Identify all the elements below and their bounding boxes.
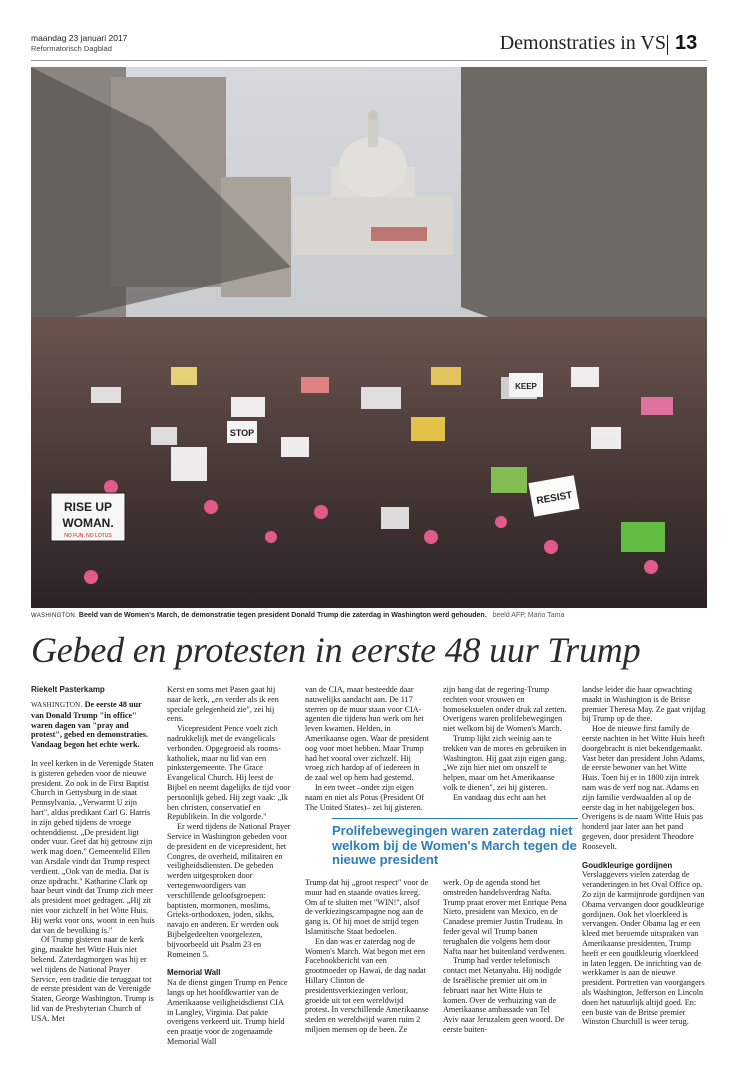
paragraph: van de CIA, maar besteedde daar nauwelijks aandacht aan. De 117 sterren op de muur staan voor CIA-agenten die tijdens hun werk om het leven kwamen. Helden, in Amerikaanse ogen. Waar de president oog voor moet hebben. Maar Trump had het vooral over zichzelf. Hij vroeg zich hardop af of iedereen in de zaal wel op hem had gestemd. bbox=[305, 685, 429, 783]
paragraph: En vandaag dus echt aan het bbox=[453, 792, 546, 802]
masthead-divider bbox=[667, 35, 668, 55]
caption-location: WASHINGTON. bbox=[31, 613, 77, 619]
article-column-4-continued bbox=[443, 878, 567, 1035]
paragraph: Vicepresident Pence voelt zich nadrukkelijk met de evangelicals verbonden. Opgegroeid als rooms-katholiek, maar nu lid van een pinkstergemeente. The Grace Evangelical Church. Hij leest de Bijbel en neemt dagelijks de tijd voor persoonlijk gebed. Hij zegt vaak: „Ik ben christen, conservatief en Republikein. In die volgorde." bbox=[167, 724, 291, 822]
caption-text: Beeld van de Women's March, de demonstratie tegen president Donald Trump die zaterdag in Washington werd gehouden. bbox=[78, 612, 487, 619]
pullquote-rule bbox=[332, 818, 578, 819]
paragraph: Kerst en soms met Pasen gaat hij naar de kerk, „en verder als ik een speciale gelegenheid zie", zei hij eens. bbox=[167, 685, 279, 724]
main-photo bbox=[31, 67, 707, 608]
paragraph: Trump lijkt zich weinig aan te trekken van de mores en gebruiken in Washington. Hij gaat zijn eigen gang. „We zijn hier niet om onszelf te helpen, maar om het Amerikaanse volk te dienen", zei hij gisteren. bbox=[443, 733, 567, 792]
masthead-rule bbox=[31, 60, 707, 61]
article-column-5 bbox=[582, 685, 706, 1027]
subheading: Memorial Wall bbox=[167, 968, 221, 978]
paragraph: In veel kerken in de Verenigde Staten is gisteren gebeden voor de nieuwe president. Zo ook in de First Baptist Church in Gettysburg in de staat Pennsylvania. „Verwarmt U zijn hart", aldus predikant Carl G. Harris in zijn gebed tijdens de vroege ochtenddienst. „De president ligt onder vuur. Geef dat hij getrouw zijn werk mag doen." Gemeentelid Ellen van Arsdale vindt dat Trump respect verdient. „Ook van de media. Dat is onze opdracht." Katharine Clark op haar beurt vindt dat Trump zich meer als president moet gedragen. „Hij zit niet voor zichzelf in het Witte Huis. Hij werkt voor ons, woont in een huis dat van de bevolking is." bbox=[31, 758, 155, 935]
paragraph: Of Trump gisteren naar de kerk ging, maakte het Witte Huis niet bekend. Zaterdagmorgen was hij er wel tijdens de National Prayer Service, een traditie die teruggaat tot de eerste president van de Verenigde Staten, George Washington. Trump is lid van de Presbyterian Church of USA. Met bbox=[31, 935, 154, 1023]
subheading: Goudkleurige gordijnen bbox=[582, 860, 673, 870]
byline: Riekelt Pasterkamp bbox=[31, 685, 105, 694]
article-column-4 bbox=[443, 685, 567, 803]
masthead-paper-name: Reformatorisch Dagblad bbox=[31, 44, 112, 53]
article-column-2 bbox=[167, 685, 291, 1047]
article-column-3 bbox=[305, 685, 429, 812]
paragraph: Er werd tijdens de National Prayer Service in Washington gebeden voor de president en de vicepresident, het Congres, de overheid, militairen en veiligheidsdiensten. De gebeden werden uitgesproken door vertegenwoordigers van verschillende geloofsgroepen: baptisten, mormonen, moslims, Grieks-orthodoxen, joden, sikhs, navajo en anderen. Er werden ook Bijbelgedeelten voorgelezen, bijvoorbeeld uit Psalm 23 en Romeinen 5. bbox=[167, 822, 291, 959]
photo-illustration bbox=[31, 67, 707, 608]
paragraph: Na de dienst gingen Trump en Pence langs op het hoofdkwartier van de Amerikaanse veiligheidsdienst CIA in Langley, Virginia. Dat pakte overigens verkeerd uit. Trump hield een praatje voor de zogenaamde Memorial Wall bbox=[167, 978, 288, 1046]
svg-text:NO FUN, NO LOTUS: NO FUN, NO LOTUS bbox=[64, 533, 112, 539]
article-column-3-continued bbox=[305, 878, 429, 1035]
article-headline: Gebed en protesten in eerste 48 uur Trump bbox=[31, 630, 641, 670]
section-title: Demonstraties in VS bbox=[499, 32, 666, 54]
lead-paragraph bbox=[31, 700, 155, 750]
svg-text:RISE UP: RISE UP bbox=[63, 500, 113, 514]
paragraph: Hoe de nieuwe first family de eerste nachten in het Witte Huis heeft doorgebracht is niet bekendgemaakt. Vast beter dan president John Adams, de eerste bewoner van het Witte Huis. Toen hij er in 1800 zijn intrek nam was de verf nog nat. Adams en zijn familie verdwaalden al op de eerste dag in het nabijgelegen bos. Overigens is de naam Witte Huis pas honderd jaar later aan het pand gegeven, door president Theodore Roosevelt. bbox=[582, 724, 705, 851]
sign-rise-up bbox=[51, 493, 125, 541]
paragraph: Trump had verder telefonisch contact met Netanyahu. Hij nodigde de Israëlische premier uit om in februari naar het Witte Huis te komen. Over de verhuizing van de Amerikaanse ambassade van Tel Aviv naar Jeruzalem geen woord. De eerste buiten- bbox=[443, 956, 565, 1034]
paragraph: Trump dat hij „groot respect" voor de muur had en staande ovaties kreeg. Om af te sluiten met "WIN!", alsof de verkiezingscampagne nog aan de gang is. Of hij moet de strijd tegen Islamitische Staat bedoelen. bbox=[305, 878, 429, 936]
paragraph: In een tweet –onder zijn eigen naam en niet als Potus (President Of The United States)– zei hij gisteren. bbox=[305, 782, 425, 812]
photo-caption bbox=[31, 612, 707, 619]
crowd bbox=[31, 317, 707, 608]
lead-location: WASHINGTON. bbox=[31, 701, 83, 709]
paragraph: landse leider die haar opwachting maakt in Washington is de Britse premier Theresa May. Ze gaat vrijdag bij Trump op de thee. bbox=[582, 685, 706, 724]
svg-text:RESIST: RESIST bbox=[535, 489, 574, 508]
paragraph: zijn bang dat de regering-Trump rechten voor vrouwen en homoseksuelen onder druk zal zetten. Overigens waren prolifebewegingen niet welkom bij de Women's March. bbox=[443, 685, 567, 734]
article-column-1 bbox=[31, 700, 155, 1024]
svg-text:STOP: STOP bbox=[229, 428, 255, 438]
paragraph: En dan was er zaterdag nog de Women's March. Wat begon met een Facebookbericht van een grootmoeder op Hawaï, de dag nadat Hillary Clinton de presidentsverkiezingen verloor, groeide uit tot een wereldwijd protest. In verschillende Amerikaanse steden en wereldwijd waren ruim 2 miljoen mensen op de been. Ze bbox=[305, 936, 429, 1034]
caption-credit: beeld AFP, Mario Tama bbox=[492, 612, 565, 619]
paragraph: werk. Op de agenda stond het omstreden handelsverdrag Nafta. Trump praat erover met Enrique Pena Nieto, president van Mexico, en de Canadese premier Justin Trudeau. In feder geval wil Trump banen terughalen die volgens hem door Nafta naar het buitenland verdwenen. bbox=[443, 878, 567, 956]
paragraph: Verslaggevers vielen zaterdag de veranderingen in het Oval Office op. Zo zijn de karmijnrode gordijnen van Obama vervangen door goudkleurige gordijnen. Ook het vloerkleed is vervangen. Onder Obama lag er een kleed met beroemde uitspraken van Amerikaanse presidenten, Trump heeft er een goudkleurig vloerkleed in laten leggen. De inrichting van de werkkamer is aan de nieuwe president. Portretten van voorgangers als Washington, Jefferson en Lincoln doen het natuurlijk altijd goed. En: een buste van de Britse premier Winston Churchill is weer terug. bbox=[582, 870, 705, 1027]
page-number: 13 bbox=[675, 32, 698, 54]
pullquote: Prolifebewegingen waren zaterdag niet welkom bij de Women's March tegen de nieuwe president bbox=[332, 823, 577, 867]
sign-keep bbox=[509, 373, 543, 397]
sign-stop bbox=[227, 421, 257, 443]
svg-text:KEEP: KEEP bbox=[515, 382, 537, 391]
masthead-date: maandag 23 januari 2017 bbox=[31, 33, 128, 43]
svg-text:WOMAN.: WOMAN. bbox=[62, 516, 114, 530]
lead-text: De eerste 48 uur van Donald Trump "in office" waren dagen van "pray and protest", gebed en demonstraties. Vandaag begon het echte werk. bbox=[31, 700, 148, 750]
